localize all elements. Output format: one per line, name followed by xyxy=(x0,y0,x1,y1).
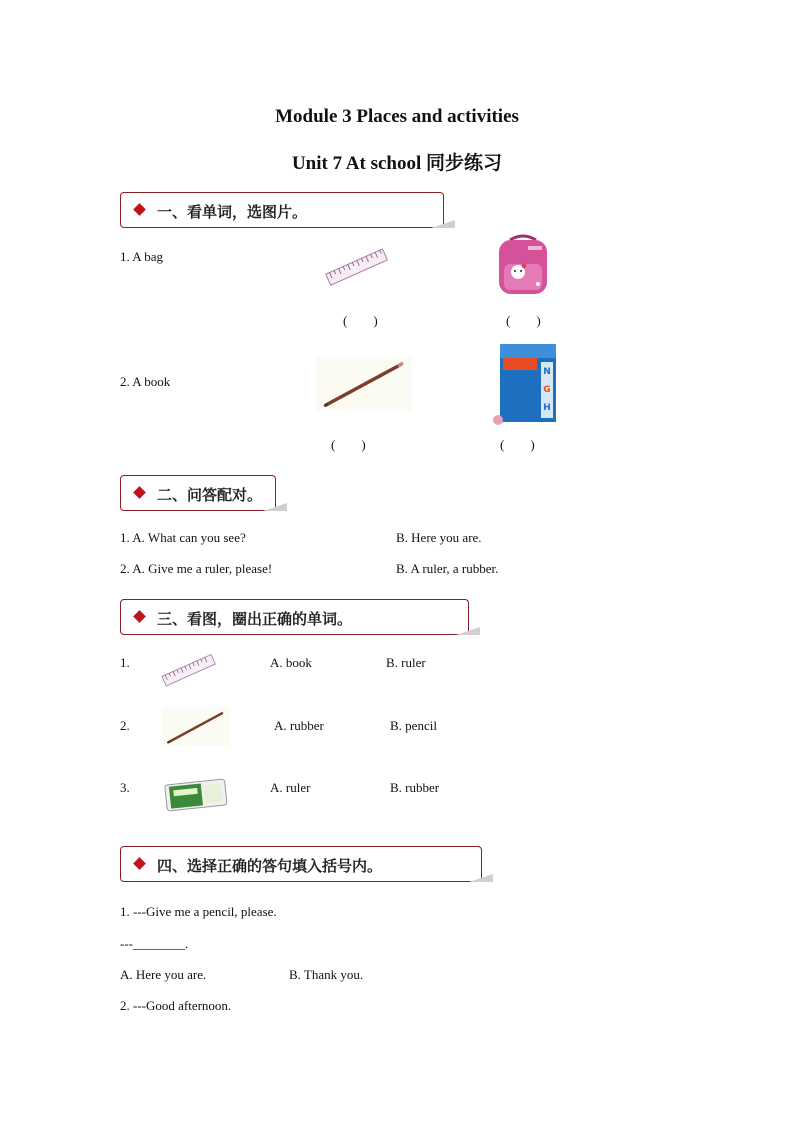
row-number: 1. xyxy=(120,655,130,670)
match-answer: B. A ruler, a rubber. xyxy=(396,561,499,576)
tab-tail-decoration xyxy=(456,627,480,635)
match-question: 2. A. Give me a ruler, please! xyxy=(120,561,273,576)
choice-a: A. rubber xyxy=(274,718,324,733)
tab-tail-decoration xyxy=(431,220,455,228)
section-header-2 xyxy=(120,475,276,511)
row-number: 2. xyxy=(120,718,130,733)
svg-text:N: N xyxy=(543,367,551,377)
unit-title: Unit 7 At school 同步练习 xyxy=(291,153,503,174)
pencil-picture xyxy=(314,355,414,413)
match-answer: B. Here you are. xyxy=(396,530,482,545)
svg-text:G: G xyxy=(543,385,551,395)
section-header-1 xyxy=(120,192,444,228)
question-2: 2. ---Good afternoon. xyxy=(120,998,232,1013)
section-header-4 xyxy=(120,846,482,882)
choice-b: B. rubber xyxy=(390,780,440,795)
choice-b: B. ruler xyxy=(386,655,426,670)
book-picture xyxy=(490,340,560,430)
module-title: Module 3 Places and activities xyxy=(275,106,519,127)
match-question: 1. A. What can you see? xyxy=(120,530,246,545)
answer-paren: ( ) xyxy=(343,313,378,328)
diamond-icon xyxy=(133,486,146,499)
ruler-picture xyxy=(322,238,392,298)
choice-a: A. book xyxy=(270,655,312,670)
tab-tail-decoration xyxy=(469,874,493,882)
section-title-1: 一、看单词，选图片。 xyxy=(157,203,308,221)
rubber-picture xyxy=(160,774,232,818)
diamond-icon xyxy=(133,203,146,216)
row-number: 3. xyxy=(120,780,130,795)
schoolbag-picture xyxy=(492,234,554,298)
svg-text:H: H xyxy=(543,403,551,413)
tab-tail-decoration xyxy=(263,503,287,511)
section-title-3: 三、看图，圈出正确的单词。 xyxy=(157,610,353,628)
question-label: 2. A book xyxy=(120,374,171,389)
section-title-4: 四、选择正确的答句填入括号内。 xyxy=(157,857,383,875)
choice-a: A. ruler xyxy=(270,780,311,795)
pencil-picture xyxy=(160,706,232,748)
diamond-icon xyxy=(133,610,146,623)
answer-paren: ( ) xyxy=(331,437,366,452)
diamond-icon xyxy=(133,857,146,870)
answer-paren: ( ) xyxy=(506,313,541,328)
answer-paren: ( ) xyxy=(500,437,535,452)
choice-b: B. pencil xyxy=(390,718,437,733)
section-header-3 xyxy=(120,599,469,635)
answer-blank: ---________. xyxy=(120,936,189,951)
question-label: 1. A bag xyxy=(120,249,163,264)
section-title-2: 二、问答配对。 xyxy=(157,486,263,504)
ruler-picture xyxy=(156,645,222,697)
option-b: B. Thank you. xyxy=(289,967,364,982)
question-1: 1. ---Give me a pencil, please. xyxy=(120,904,277,919)
option-a: A. Here you are. xyxy=(120,967,207,982)
